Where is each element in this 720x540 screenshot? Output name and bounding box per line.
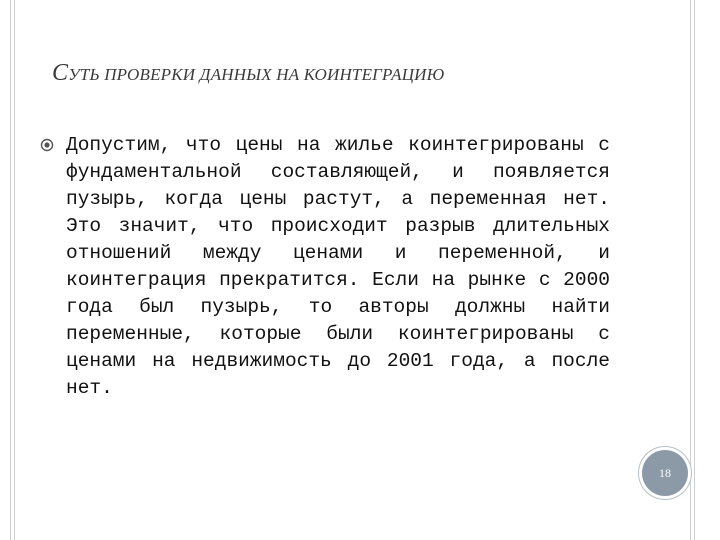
slide-title <box>52 60 444 87</box>
page-number: 18 <box>659 465 671 480</box>
circle-bullet-icon <box>40 138 54 152</box>
frame-left-inner-line <box>14 0 15 540</box>
frame-right-outer-line <box>690 0 691 540</box>
page-number-badge <box>642 450 688 496</box>
bullet-text: Допустим, что цены на жилье коинтегрированы с фундаментальной составляющей, и появляется пузырь, когда цены растут, а переменная нет. Это значит, что происходит разрыв длительных отношений между ценами и переменной, и коинтеграция прекратится. Если на рынке с 2000 года был пузырь, то авторы должны найти переменные, которые были коинтегрированы с ценами на недвижимость до 2001 года, а после нет. <box>66 134 610 399</box>
title-rest: УТЬ ПРОВЕРКИ ДАННЫХ НА КОИНТЕГРАЦИЮ <box>68 65 445 84</box>
title-first-letter: С <box>52 60 69 86</box>
frame-right-inner-line <box>694 0 695 540</box>
frame-left-outer-line <box>10 0 11 540</box>
